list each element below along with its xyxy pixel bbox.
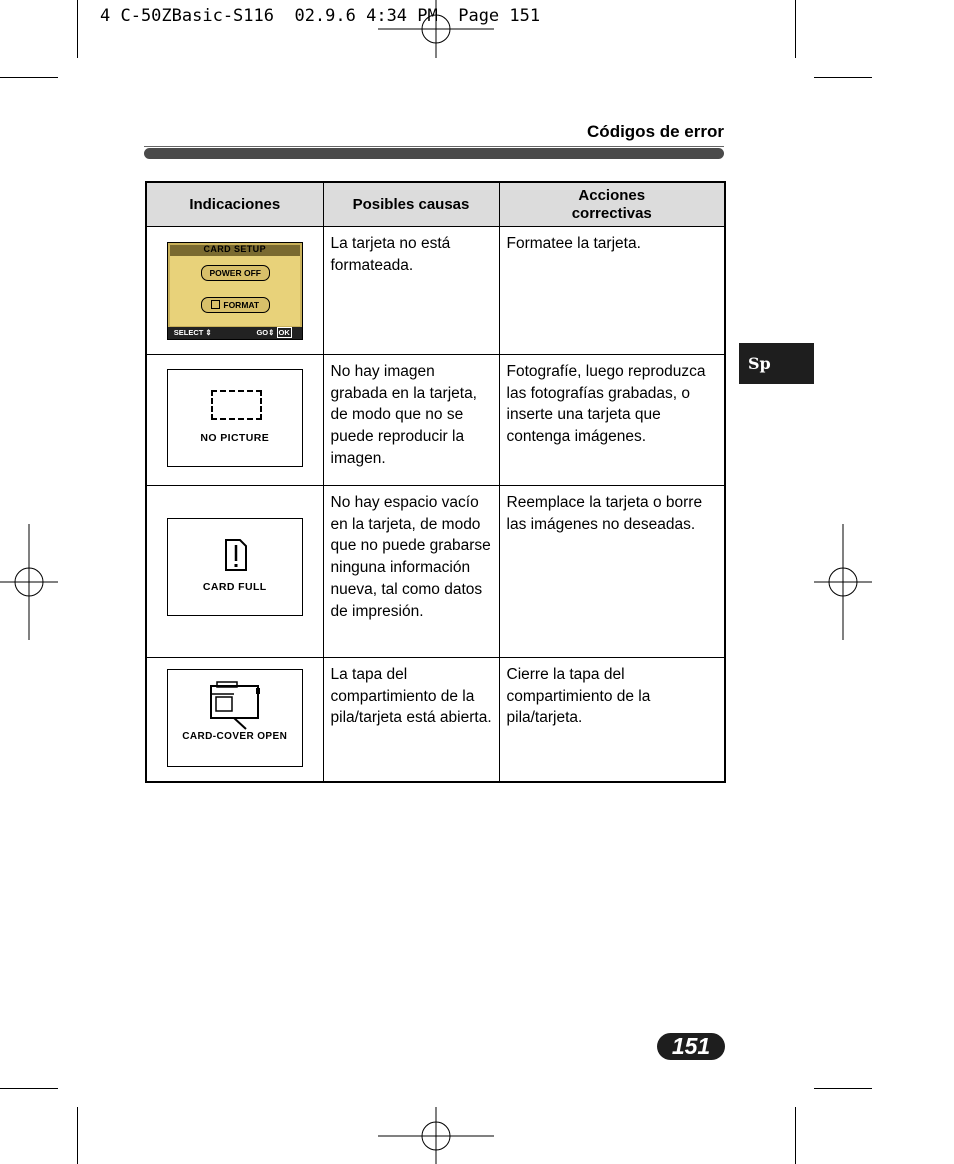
table-row [146, 355, 725, 486]
error-codes-table [145, 181, 726, 783]
no-picture-label: NO PICTURE [200, 432, 270, 444]
table-row [146, 227, 725, 355]
empty-frame-icon [211, 390, 262, 420]
card-setup-title: CARD SETUP [203, 244, 266, 254]
table-row [146, 486, 725, 658]
camera-cover-icon [210, 680, 262, 730]
card-setup-screen [167, 242, 303, 340]
card-full-label: CARD FULL [202, 581, 267, 593]
indication-cell [146, 486, 323, 658]
indication-cell [146, 227, 323, 355]
action-cell: Fotografíe, luego reproduzca las fotografías grabadas, o inserte una tarjeta que contenga imágenes. [499, 355, 725, 486]
cause-cell: No hay espacio vacío en la tarjeta, de modo que no puede grabarse ninguna información nueva, tal como datos de impresión. [323, 486, 499, 658]
card-cover-open-screen [167, 669, 303, 767]
card-full-screen [167, 518, 303, 616]
format-option: FORMAT [201, 297, 270, 313]
indication-cell [146, 355, 323, 486]
no-picture-screen [167, 369, 303, 467]
select-hint: SELECT ⇕ [173, 328, 212, 337]
action-cell: Formatee la tarjeta. [499, 227, 725, 355]
go-hint: GO⇕ OK [256, 328, 290, 337]
table-row [146, 658, 725, 782]
print-slug: 4 C-50ZBasic-S116 02.9.6 4:34 PM Page 151 [100, 6, 541, 26]
power-off-option: POWER OFF [201, 265, 270, 281]
page-number: 151 [657, 1033, 725, 1060]
language-tab: Sp [739, 343, 814, 384]
card-cover-open-label: CARD-COVER OPEN [182, 731, 288, 742]
table-header-row [146, 182, 725, 227]
cause-cell: La tarjeta no está formateada. [323, 227, 499, 355]
trash-icon [211, 300, 220, 309]
section-title: Códigos de error [587, 122, 724, 141]
header-indicaciones: Indicaciones [146, 182, 323, 227]
action-cell: Reemplace la tarjeta o borre las imágenes no deseadas. [499, 486, 725, 658]
header-causas: Posibles causas [323, 182, 499, 227]
cause-cell: La tapa del compartimiento de la pila/tarjeta está abierta. [323, 658, 499, 782]
indication-cell [146, 658, 323, 782]
cause-cell: No hay imagen grabada en la tarjeta, de modo que no se puede reproducir la imagen. [323, 355, 499, 486]
header-acciones: Acciones correctivas [499, 182, 725, 227]
card-warning-icon [225, 539, 247, 571]
action-cell: Cierre la tapa del compartimiento de la pila/tarjeta. [499, 658, 725, 782]
header-rule [144, 148, 724, 159]
